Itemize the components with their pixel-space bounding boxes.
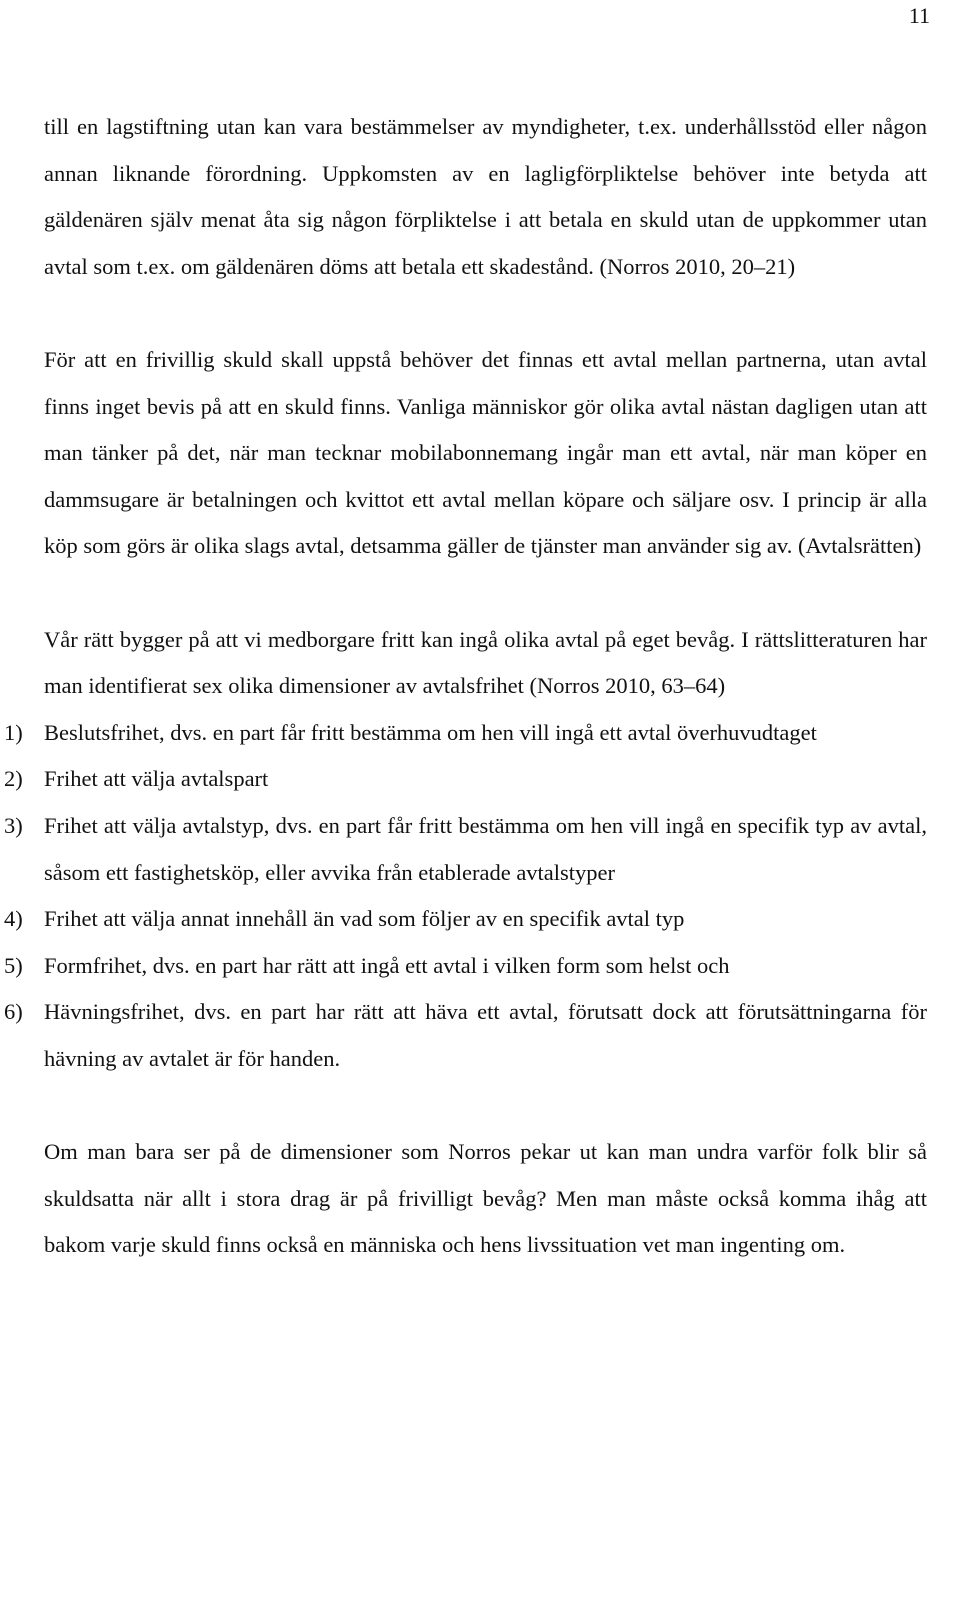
list-item-number: 4) [4, 906, 23, 932]
list-item [4, 943, 927, 990]
list-item [4, 803, 927, 896]
list-item-number: 1) [4, 719, 23, 745]
list-item-number: 2) [4, 766, 23, 792]
list-item-number: 5) [4, 952, 23, 978]
list-item-text: Frihet att välja annat innehåll än vad som följer av en specifik avtal typ [44, 906, 685, 932]
list-item-number: 6) [4, 999, 23, 1025]
page-number: 11 [908, 3, 930, 28]
list-item-text: Frihet att välja avtalstyp, dvs. en part får fritt bestämma om hen vill ingå en specifik typ av avtal, såsom ett fastighetsköp, eller avvika från etablerade avtalstyper [44, 812, 927, 885]
list-item [4, 756, 927, 803]
list-item-text: Hävningsfrihet, dvs. en part har rätt att häva ett avtal, förutsatt dock att förutsättningarna för hävning av avtalet är för handen. [44, 999, 927, 1071]
paragraph-closing: Om man bara ser på de dimensioner som Norros pekar ut kan man undra varför folk blir så skuldsatta när allt i stora drag är på frivilligt bevåg? Men man måste också komma ihåg att bakom varje skuld finns också en människa och hens livssituation vet man ingenting om. [44, 1139, 927, 1258]
paragraph-voluntary-debt: För att en frivillig skuld skall uppstå behöver det finnas ett avtal mellan partnerna, utan avtal finns inget bevis på att en skuld finns. Vanliga människor gör olika avtal nästan dagligen utan att man tänker på det, när man tecknar mobilabonnemang ingår man ett avtal, när man köper en dammsugare är betalningen och kvittot ett avtal mellan köpare och säljare osv. I princip är alla köp som görs är olika slags avtal, detsamma gäller de tjänster man använder sig av. (Avtalsrätten) [44, 346, 927, 559]
list-item [4, 989, 927, 1082]
paragraph-freedom-of-contract: Vår rätt bygger på att vi medborgare fritt kan ingå olika avtal på eget bevåg. I rättslitteraturen har man identifierat sex olika dimensioner av avtalsfrihet (Norros 2010, 63–64) [44, 626, 927, 699]
body-text [4, 104, 927, 1269]
list-item-text: Frihet att välja avtalspart [44, 766, 269, 792]
list-item [4, 710, 927, 757]
list-item-text: Formfrihet, dvs. en part har rätt att ingå ett avtal i vilken form som helst och [44, 952, 730, 978]
list-item [4, 896, 927, 943]
list-item-text: Beslutsfrihet, dvs. en part får fritt bestämma om hen vill ingå ett avtal överhuvudtaget [44, 719, 817, 745]
paragraph-legal-obligation: till en lagstiftning utan kan vara bestämmelser av myndigheter, t.ex. underhållsstöd eller någon annan liknande förordning. Uppkomsten av en lagligförpliktelse behöver inte betyda att gäldenären själv menat åta sig någon förpliktelse i att betala en skuld utan de uppkommer utan avtal som t.ex. om gäldenären döms att betala ett skadestånd. (Norros 2010, 20–21) [44, 114, 927, 279]
list-item-number: 3) [4, 812, 23, 838]
contract-freedom-list [4, 710, 927, 1083]
